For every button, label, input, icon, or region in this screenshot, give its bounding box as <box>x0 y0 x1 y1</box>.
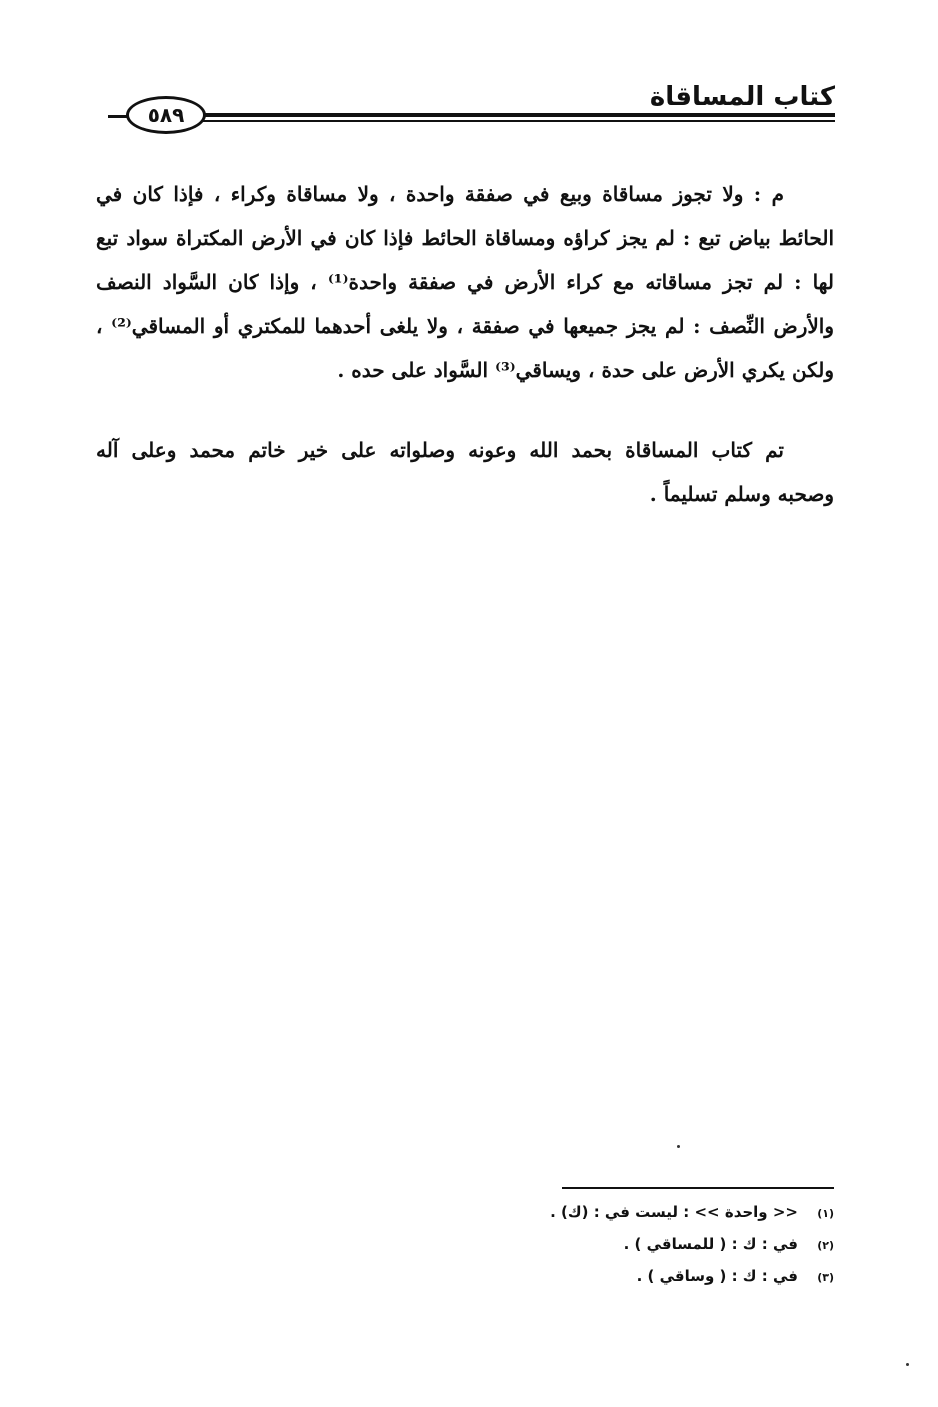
footnote-text: في : ك : ( وساقي ) . <box>636 1267 798 1285</box>
footnote-item <box>400 1196 834 1228</box>
print-speck <box>677 1145 680 1148</box>
footnote-separator <box>562 1187 834 1189</box>
footnote-text: << واحدة >> : ليست في : (ك) . <box>550 1203 798 1221</box>
footnote-item <box>400 1260 834 1292</box>
main-paragraph <box>96 172 834 392</box>
chapter-title: كتاب المساقاة <box>649 82 835 112</box>
colophon-line: تم كتاب المساقاة بحمد الله وعونه وصلواته على خير خاتم محمد وعلى آله <box>96 438 784 462</box>
page-header <box>108 82 835 132</box>
header-rule-thick <box>203 113 835 117</box>
footnote-item <box>400 1228 834 1260</box>
footnote-text: في : ك : ( للمساقي ) . <box>623 1235 798 1253</box>
paragraph-line: والأرض النِّصف : لم يجز جميعها في صفقة ، ولا يلغى أحدهما للمكتري أو المساقي⁽²⁾ ، <box>96 314 834 338</box>
page-number: ٥٨٩ <box>147 103 185 127</box>
footnotes <box>400 1196 834 1292</box>
paragraph-line: م : ولا تجوز مساقاة وبيع في صفقة واحدة ، ولا مساقاة وكراء ، فإذا كان في <box>96 182 784 206</box>
print-speck <box>906 1363 909 1366</box>
paragraph-line: الحائط بياض تبع : لم يجز كراؤه ومساقاة الحائط فإذا كان في الأرض المكتراة سواد تبع <box>96 226 834 250</box>
paragraph-line: ولكن يكري الأرض على حدة ، ويساقي⁽³⁾ السَّواد على حده . <box>337 358 834 382</box>
paragraph-line: لها : لم تجز مساقاته مع كراء الأرض في صفقة واحدة⁽¹⁾ ، وإذا كان السَّواد النصف <box>96 270 834 294</box>
header-rule-thin <box>203 120 835 122</box>
colophon-line: وصحبه وسلم تسليماً . <box>649 482 834 506</box>
page-number-badge <box>126 96 206 134</box>
colophon-paragraph <box>96 428 834 516</box>
footnote-marker: (٢) <box>817 1239 834 1252</box>
footnote-marker: (٣) <box>817 1271 834 1284</box>
footnote-marker: (١) <box>817 1207 834 1220</box>
